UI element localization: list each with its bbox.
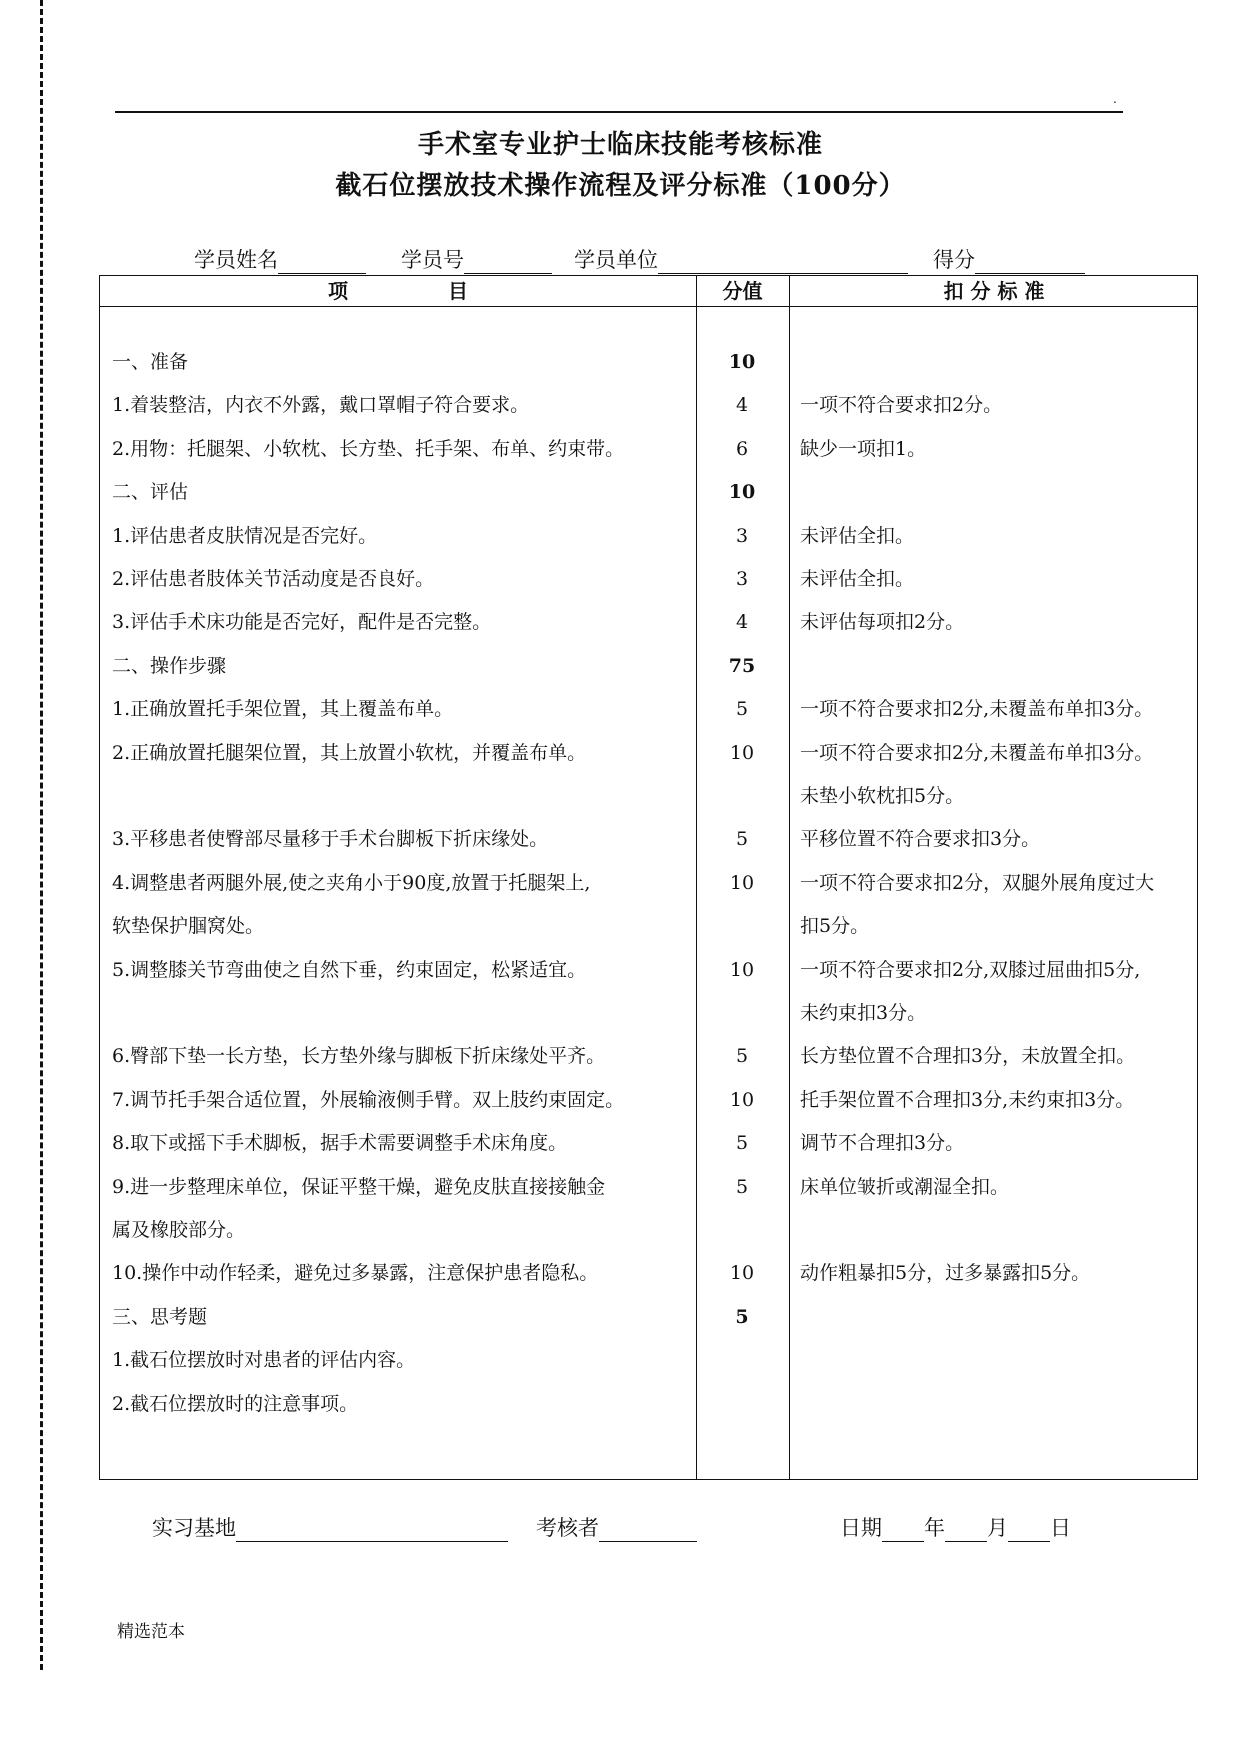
score-value: 3 [735,524,749,547]
score-value: 5 [735,698,749,721]
item-text: 1.着装整洁，内衣不外露，戴口罩帽子符合要求。 [112,394,530,417]
score-value: 75 [728,654,756,677]
scoring-table [99,275,1198,1480]
year-blank[interactable] [882,1521,924,1542]
deduction-text: 未垫小软枕扣5分。 [800,785,965,807]
month-blank[interactable] [945,1521,987,1542]
examiner-field[interactable] [536,1512,697,1542]
day-label: 日 [1050,1516,1071,1540]
item-text: 9.进一步整理床单位，保证平整干燥，避免皮肤直接接触金 [112,1175,606,1198]
examiner-blank[interactable] [599,1521,697,1542]
binding-dashed-line [40,0,43,1670]
item-text: 7.调节托手架合适位置，外展输液侧手臂。双上肢约束固定。 [112,1088,625,1111]
deduction-text: 一项不符合要求扣2分,未覆盖布单扣3分。 [800,698,1154,721]
document-title: 手术室专业护士临床技能考核标准 [417,130,823,160]
table-row [100,688,1199,731]
table-row [100,558,1199,601]
deduction-text: 未评估每项扣2分。 [800,611,965,634]
deduction-text: 一项不符合要求扣2分,未覆盖布单扣3分。 [800,741,1154,764]
table-row [100,905,1199,948]
section-row [100,471,1199,514]
date-label: 日期 [840,1516,882,1540]
score-value: 5 [735,1175,749,1198]
score-value: 10 [729,1088,755,1111]
deduction-text: 未约束扣3分。 [800,1002,927,1024]
item-text: 3.平移患者使臀部尽量移于手术台脚板下折床缘处。 [112,828,549,851]
item-text: 2.截石位摆放时的注意事项。 [112,1392,359,1415]
table-row [100,775,1199,818]
item-text: 软垫保护腘窝处。 [112,915,265,938]
score-value: 10 [728,481,756,504]
document-subtitle: 截石位摆放技术操作流程及评分标准（100分） [335,171,906,201]
internship-base-blank[interactable] [236,1521,508,1542]
deduction-text: 未评估全扣。 [800,568,915,590]
table-row [100,1209,1199,1252]
header-divider [100,306,1197,307]
score-value: 5 [735,1045,749,1068]
score-value: 5 [735,1132,749,1155]
table-row [100,515,1199,558]
student-name-field[interactable] [194,244,366,274]
score-value: 10 [728,351,756,373]
score-field[interactable] [933,244,1085,274]
header-rule [115,111,1123,113]
table-row [100,862,1199,905]
table-row [100,949,1199,992]
item-text: 1.正确放置托手架位置，其上覆盖布单。 [112,698,454,721]
item-text: 一、准备 [112,351,189,373]
year-label: 年 [924,1516,945,1540]
section-row [100,341,1199,384]
table-row [100,1079,1199,1122]
score-value: 4 [735,394,749,417]
table-row [100,601,1199,644]
section-row [100,645,1199,688]
item-text: 二、操作步骤 [112,654,227,677]
deduction-text: 一项不符合要求扣2分。 [800,394,1003,417]
table-row [100,1339,1199,1382]
deduction-text: 床单位皱折或潮湿全扣。 [800,1175,1010,1198]
internship-base-field[interactable] [152,1512,508,1542]
table-row [100,384,1199,427]
table-row [100,428,1199,471]
table-row [100,1166,1199,1209]
score-blank[interactable] [975,253,1085,274]
date-field[interactable] [840,1512,1071,1542]
student-name-label: 学员姓名 [194,248,278,272]
deduction-text: 平移位置不符合要求扣3分。 [800,828,1041,851]
score-value: 10 [729,958,755,981]
deduction-text: 动作粗暴扣5分，过多暴露扣5分。 [800,1262,1091,1285]
deduction-text: 扣5分。 [800,915,870,938]
item-text: 8.取下或摇下手术脚板，据手术需要调整手术床角度。 [112,1132,568,1155]
student-id-blank[interactable] [464,253,552,274]
score-value: 10 [729,741,755,764]
table-row [100,732,1199,775]
item-text: 属及橡胶部分。 [112,1219,246,1241]
student-unit-field[interactable] [574,244,908,274]
score-value: 10 [729,871,755,894]
table-row [100,992,1199,1035]
student-name-blank[interactable] [278,253,366,274]
deduction-text: 长方垫位置不合理扣3分，未放置全扣。 [800,1045,1136,1068]
student-unit-label: 学员单位 [574,248,658,272]
table-row [100,1252,1199,1295]
table-row [100,1122,1199,1165]
student-id-field[interactable] [401,244,552,274]
item-text: 1.截石位摆放时对患者的评估内容。 [112,1349,416,1372]
item-text: 3.评估手术床功能是否完好，配件是否完整。 [112,611,492,634]
item-text: 5.调整膝关节弯曲使之自然下垂，约束固定，松紧适宜。 [112,958,587,981]
score-label: 得分 [933,248,975,272]
deduction-text: 一项不符合要求扣2分，双腿外展角度过大 [800,871,1155,894]
month-label: 月 [987,1516,1008,1540]
item-text: 三、思考题 [112,1305,208,1328]
deduction-text: 调节不合理扣3分。 [800,1132,965,1155]
score-value: 3 [735,568,749,590]
score-value: 10 [729,1262,755,1285]
examiner-label: 考核者 [536,1516,599,1540]
corner-mark: . [1113,92,1117,106]
item-text: 6.臀部下垫一长方垫，长方垫外缘与脚板下折床缘处平齐。 [112,1045,606,1068]
section-row [100,1296,1199,1339]
item-text: 10.操作中动作轻柔，避免过多暴露，注意保护患者隐私。 [112,1262,599,1285]
score-value: 6 [735,437,749,460]
deduction-text: 未评估全扣。 [800,524,915,547]
footer-text: 精选范本 [117,1622,185,1642]
student-unit-blank[interactable] [658,253,908,274]
item-text: 2.正确放置托腿架位置，其上放置小软枕，并覆盖布单。 [112,741,587,764]
student-id-label: 学员号 [401,248,464,272]
item-text: 2.用物：托腿架、小软枕、长方垫、托手架、布单、约束带。 [112,437,625,460]
header-score: 分值 [722,279,763,303]
day-blank[interactable] [1008,1521,1050,1542]
deduction-text: 一项不符合要求扣2分,双膝过屈曲扣5分, [800,958,1141,981]
score-value: 5 [735,1305,749,1328]
deduction-text: 托手架位置不合理扣3分,未约束扣3分。 [800,1088,1135,1111]
score-value: 5 [735,828,749,851]
header-deduction: 扣 分 标 准 [943,279,1045,303]
item-text: 2.评估患者肢体关节活动度是否良好。 [112,568,435,590]
item-text: 二、评估 [112,481,189,504]
table-row [100,1035,1199,1078]
score-value: 4 [735,611,749,634]
item-text: 4.调整患者两腿外展,使之夹角小于90度,放置于托腿架上, [112,871,591,894]
item-text: 1.评估患者皮肤情况是否完好。 [112,524,378,547]
header-item: 项 目 [328,279,468,303]
deduction-text: 缺少一项扣1。 [800,437,927,460]
table-row [100,1383,1199,1426]
table-row [100,818,1199,861]
internship-base-label: 实习基地 [152,1516,236,1540]
